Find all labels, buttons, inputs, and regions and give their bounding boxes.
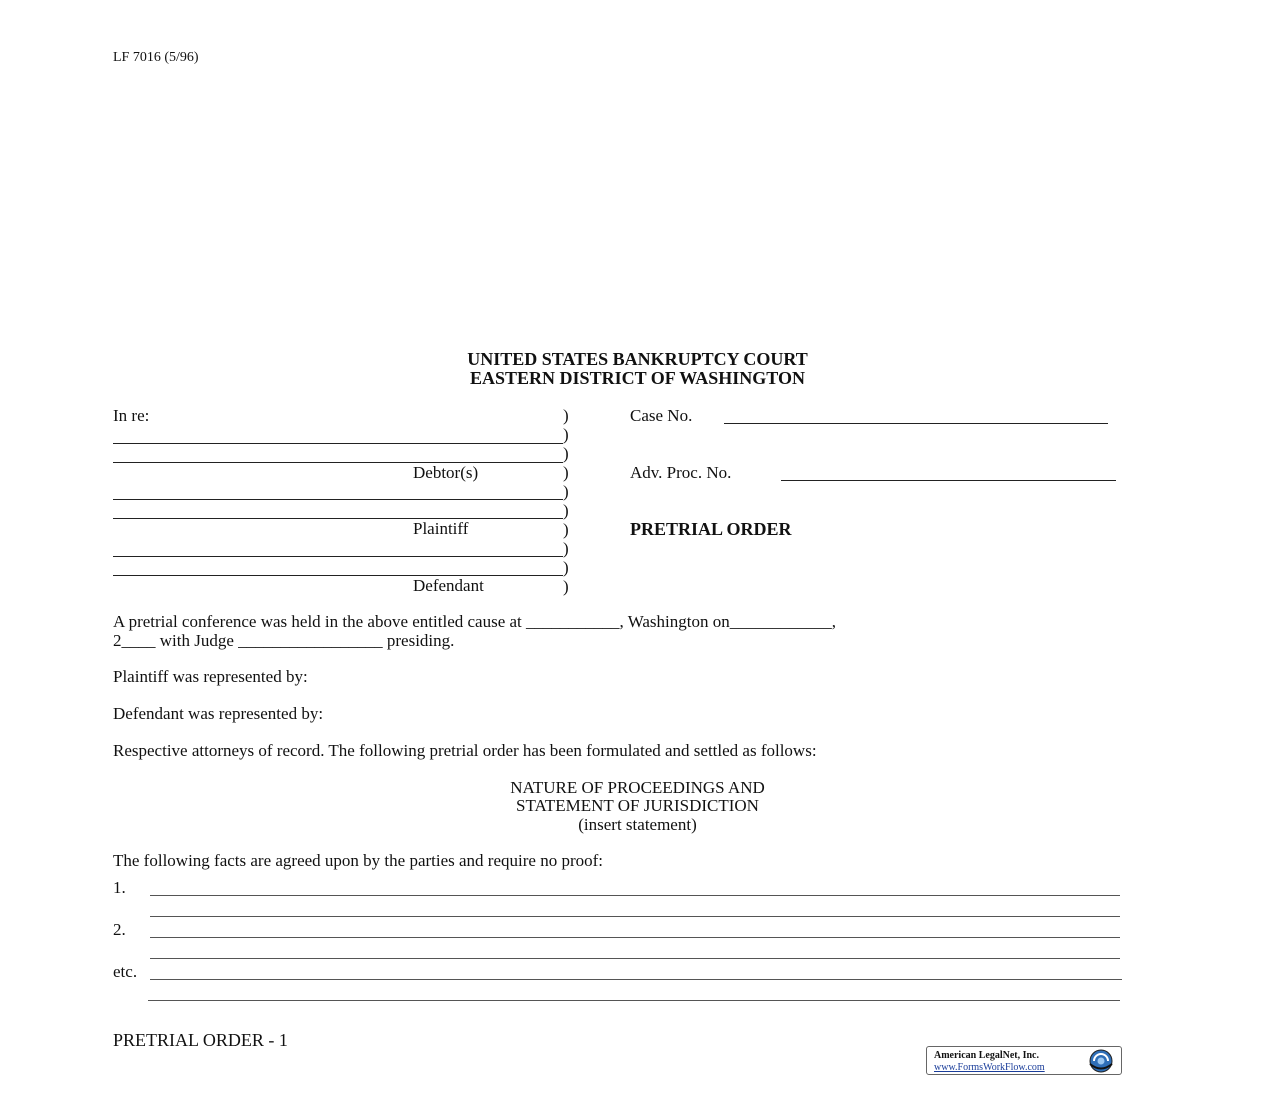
caption-paren: ) bbox=[563, 482, 569, 501]
publisher-name: American LegalNet, Inc. bbox=[934, 1050, 1039, 1061]
plaintiff-name-line-2[interactable] bbox=[113, 518, 563, 519]
plaintiff-label: Plaintiff bbox=[413, 519, 469, 538]
caption-paren: ) bbox=[563, 425, 569, 444]
debtor-name-line-1[interactable] bbox=[113, 443, 563, 444]
fact-etc-line-1[interactable] bbox=[150, 979, 1122, 980]
court-name: UNITED STATES BANKRUPTCY COURT bbox=[467, 349, 808, 369]
defendant-name-line-2[interactable] bbox=[113, 575, 563, 576]
fact-2-line-2[interactable] bbox=[150, 958, 1120, 959]
section-heading-line-3: (insert statement) bbox=[578, 815, 697, 834]
case-no-label: Case No. bbox=[630, 406, 693, 425]
fact-2-line-1[interactable] bbox=[150, 937, 1120, 938]
order-title: PRETRIAL ORDER bbox=[630, 519, 792, 539]
section-heading-line-1: NATURE OF PROCEEDINGS AND bbox=[510, 778, 765, 797]
publisher-url[interactable]: www.FormsWorkFlow.com bbox=[934, 1062, 1045, 1073]
caption-paren: ) bbox=[563, 577, 569, 596]
court-district: EASTERN DISTRICT OF WASHINGTON bbox=[470, 368, 805, 388]
page-footer-label: PRETRIAL ORDER - 1 bbox=[113, 1030, 288, 1050]
caption-paren: ) bbox=[563, 406, 569, 425]
fact-etc-line-2[interactable] bbox=[148, 1000, 1120, 1001]
caption-paren: ) bbox=[563, 444, 569, 463]
conference-sentence-line-1: A pretrial conference was held in the above entitled cause at ___________, Washington on____________, bbox=[113, 612, 836, 631]
debtor-name-line-2[interactable] bbox=[113, 462, 563, 463]
plaintiff-name-line-1[interactable] bbox=[113, 499, 563, 500]
adv-proc-label: Adv. Proc. No. bbox=[630, 463, 732, 482]
case-no-field[interactable] bbox=[724, 423, 1108, 424]
caption-paren: ) bbox=[563, 539, 569, 558]
in-re-label: In re: bbox=[113, 406, 150, 425]
globe-icon bbox=[1084, 1048, 1118, 1074]
fact-number-1: 1. bbox=[113, 878, 126, 897]
caption-paren: ) bbox=[563, 501, 569, 520]
defendant-represented: Defendant was represented by: bbox=[113, 704, 324, 723]
caption-paren: ) bbox=[563, 463, 569, 482]
caption-paren: ) bbox=[563, 520, 569, 539]
form-code: LF 7016 (5/96) bbox=[113, 50, 199, 65]
fact-1-line-2[interactable] bbox=[150, 916, 1120, 917]
attorneys-statement: Respective attorneys of record. The following pretrial order has been formulated and settled as follows: bbox=[113, 741, 817, 760]
section-heading-line-2: STATEMENT OF JURISDICTION bbox=[516, 796, 759, 815]
caption-paren: ) bbox=[563, 558, 569, 577]
defendant-label: Defendant bbox=[413, 576, 484, 595]
conference-sentence-line-2: 2____ with Judge _________________ presiding. bbox=[113, 631, 455, 650]
fact-1-line-1[interactable] bbox=[150, 895, 1120, 896]
plaintiff-represented: Plaintiff was represented by: bbox=[113, 667, 308, 686]
fact-number-2: 2. bbox=[113, 920, 126, 939]
facts-intro: The following facts are agreed upon by the parties and require no proof: bbox=[113, 851, 603, 870]
debtor-label: Debtor(s) bbox=[413, 463, 479, 482]
publisher-logo[interactable] bbox=[926, 1046, 1122, 1075]
defendant-name-line-1[interactable] bbox=[113, 556, 563, 557]
fact-number-etc: etc. bbox=[113, 962, 138, 981]
adv-proc-no-field[interactable] bbox=[781, 480, 1116, 481]
